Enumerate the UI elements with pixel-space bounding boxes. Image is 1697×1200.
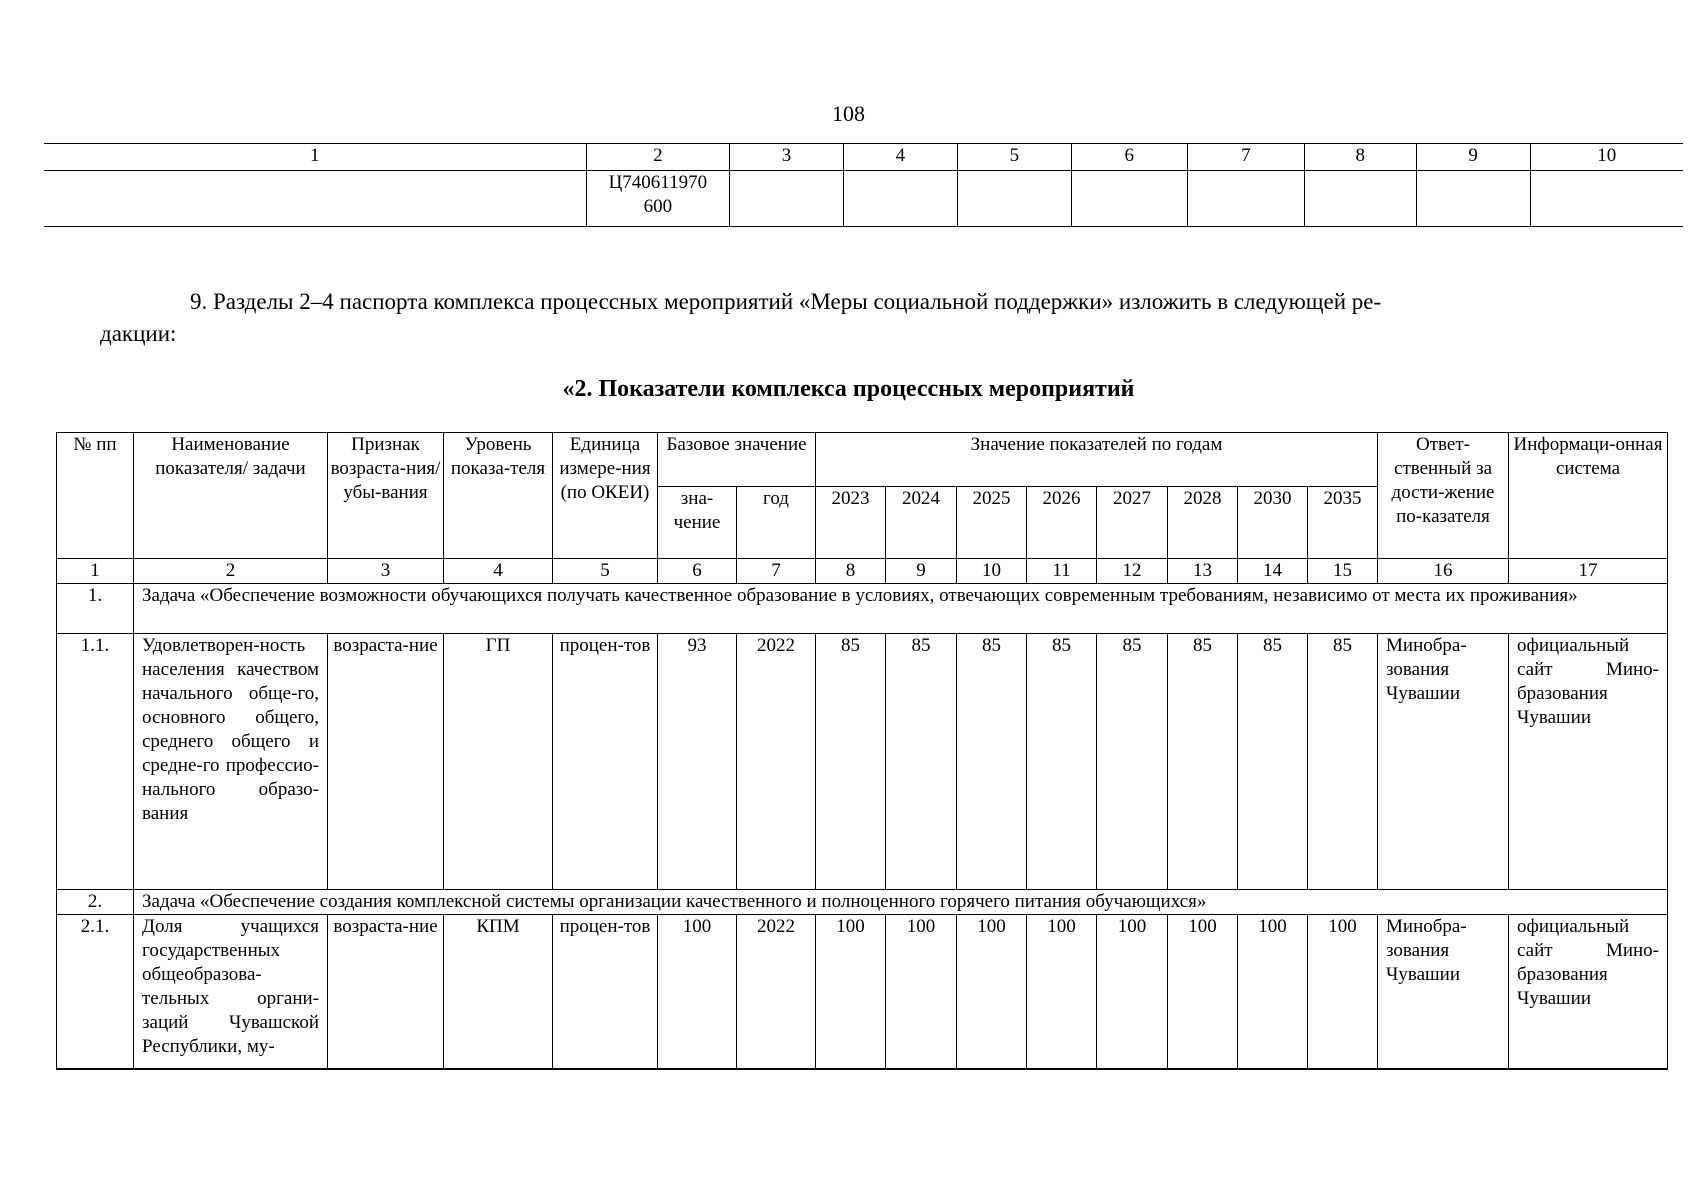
column-number: 4 — [444, 559, 553, 584]
task-number: 2. — [57, 890, 134, 915]
header-unit: Единица измере-ния (по ОКЕИ) — [553, 433, 658, 559]
header-values-by-year: Значение показателей по годам — [816, 433, 1378, 487]
column-number: 16 — [1378, 559, 1509, 584]
indicator-name: Удовлетворен-ность населения качеством начального обще-го, основного общего, среднего общего и средне-го профессио-нального образо-вания — [134, 634, 328, 890]
column-number-row — [57, 559, 1668, 584]
year-value: 100 — [957, 915, 1027, 1069]
indicators-table — [56, 432, 1668, 1070]
amendment-paragraph-continuation: дакции: — [100, 321, 177, 346]
column-number: 5 — [957, 144, 1071, 171]
column-number: 10 — [957, 559, 1027, 584]
header-year: 2027 — [1097, 487, 1168, 559]
indicator-unit: процен-тов — [553, 634, 658, 890]
column-number: 3 — [730, 144, 844, 171]
header-row — [57, 433, 1668, 487]
column-number: 6 — [1071, 144, 1187, 171]
year-value: 100 — [816, 915, 886, 1069]
page-number: 108 — [832, 101, 865, 126]
column-number: 17 — [1509, 559, 1668, 584]
column-number: 11 — [1027, 559, 1097, 584]
indicator-level: КПМ — [444, 915, 553, 1069]
column-number: 7 — [1187, 144, 1304, 171]
year-value: 100 — [1238, 915, 1308, 1069]
header-level: Уровень показа-теля — [444, 433, 553, 559]
year-value: 100 — [1027, 915, 1097, 1069]
column-number: 12 — [1097, 559, 1168, 584]
column-number: 8 — [816, 559, 886, 584]
header-year: 2023 — [816, 487, 886, 559]
column-number: 5 — [553, 559, 658, 584]
year-value: 85 — [1097, 634, 1168, 890]
year-value: 85 — [816, 634, 886, 890]
header-num: № пп — [57, 433, 134, 559]
indicator-row — [57, 915, 1668, 1069]
column-number: 10 — [1530, 144, 1683, 171]
header-base: Базовое значение — [658, 433, 816, 487]
indicator-row — [57, 634, 1668, 890]
header-year: 2026 — [1027, 487, 1097, 559]
info-system: официальный сайт Мино-бразования Чувашии — [1509, 634, 1668, 890]
responsible: Минобра-зования Чувашии — [1378, 915, 1509, 1069]
header-sign: Признак возраста-ния/убы-вания — [328, 433, 444, 559]
column-number: 9 — [886, 559, 957, 584]
task-row — [57, 584, 1668, 634]
info-system: официальный сайт Мино-бразования Чувашии — [1509, 915, 1668, 1069]
indicator-unit: процен-тов — [553, 915, 658, 1069]
indicator-sign: возраста-ние — [328, 915, 444, 1069]
column-number: 1 — [57, 559, 134, 584]
header-info-system: Информаци-онная система — [1509, 433, 1668, 559]
year-value: 85 — [886, 634, 957, 890]
column-number: 4 — [843, 144, 957, 171]
task-row — [57, 890, 1668, 915]
year-value: 100 — [886, 915, 957, 1069]
continuation-table — [44, 143, 1683, 227]
task-text: Задача «Обеспечение создания комплексной системы организации качественного и полноценного горячего питания обучающихся» — [134, 890, 1668, 915]
column-number: 15 — [1308, 559, 1378, 584]
year-value: 100 — [1168, 915, 1238, 1069]
header-year: 2028 — [1168, 487, 1238, 559]
header-year: 2030 — [1238, 487, 1308, 559]
indicator-level: ГП — [444, 634, 553, 890]
year-value: 85 — [1238, 634, 1308, 890]
indicator-sign: возраста-ние — [328, 634, 444, 890]
column-number: 1 — [44, 144, 586, 171]
column-number: 8 — [1304, 144, 1416, 171]
indicator-number: 1.1. — [57, 634, 134, 890]
column-number: 14 — [1238, 559, 1308, 584]
column-number: 2 — [134, 559, 328, 584]
amendment-paragraph: 9. Разделы 2–4 паспорта комплекса процессных мероприятий «Меры социальной поддержки» изложить в следующей ре- — [190, 289, 1382, 314]
base-value: 100 — [658, 915, 737, 1069]
year-value: 85 — [1027, 634, 1097, 890]
budget-code-line: 600 — [643, 196, 673, 217]
header-base-year: год — [737, 487, 816, 559]
header-year: 2024 — [886, 487, 957, 559]
header-responsible: Ответ-ственный за дости-жение по-казателя — [1378, 433, 1509, 559]
year-value: 100 — [1097, 915, 1168, 1069]
header-name: Наименование показателя/ задачи — [134, 433, 328, 559]
year-value: 85 — [1308, 634, 1378, 890]
base-year: 2022 — [737, 915, 816, 1069]
base-year: 2022 — [737, 634, 816, 890]
column-number: 7 — [737, 559, 816, 584]
responsible: Минобра-зования Чувашии — [1378, 634, 1509, 890]
table-row — [44, 171, 1683, 227]
section-title: «2. Показатели комплекса процессных мероприятий — [562, 376, 1135, 402]
base-value: 93 — [658, 634, 737, 890]
column-number: 13 — [1168, 559, 1238, 584]
year-value: 100 — [1308, 915, 1378, 1069]
column-number: 9 — [1416, 144, 1530, 171]
column-number: 2 — [586, 144, 729, 171]
column-number: 3 — [328, 559, 444, 584]
task-text: Задача «Обеспечение возможности обучающихся получать качественное образование в условиях, отвечающих современным требованиям, независимо от места их проживания» — [134, 584, 1668, 634]
year-value: 85 — [957, 634, 1027, 890]
task-number: 1. — [57, 584, 134, 634]
header-base-value: зна-чение — [658, 487, 737, 559]
header-year: 2025 — [957, 487, 1027, 559]
indicator-number: 2.1. — [57, 915, 134, 1069]
indicator-name: Доля учащихся государственных общеобразова-тельных органи-заций Чувашской Республики, му- — [134, 915, 328, 1069]
budget-code-line: Ц740611970 — [608, 172, 708, 193]
budget-code-cell — [586, 171, 729, 227]
header-year: 2035 — [1308, 487, 1378, 559]
year-value: 85 — [1168, 634, 1238, 890]
column-number: 6 — [658, 559, 737, 584]
table-header-row — [44, 144, 1683, 171]
